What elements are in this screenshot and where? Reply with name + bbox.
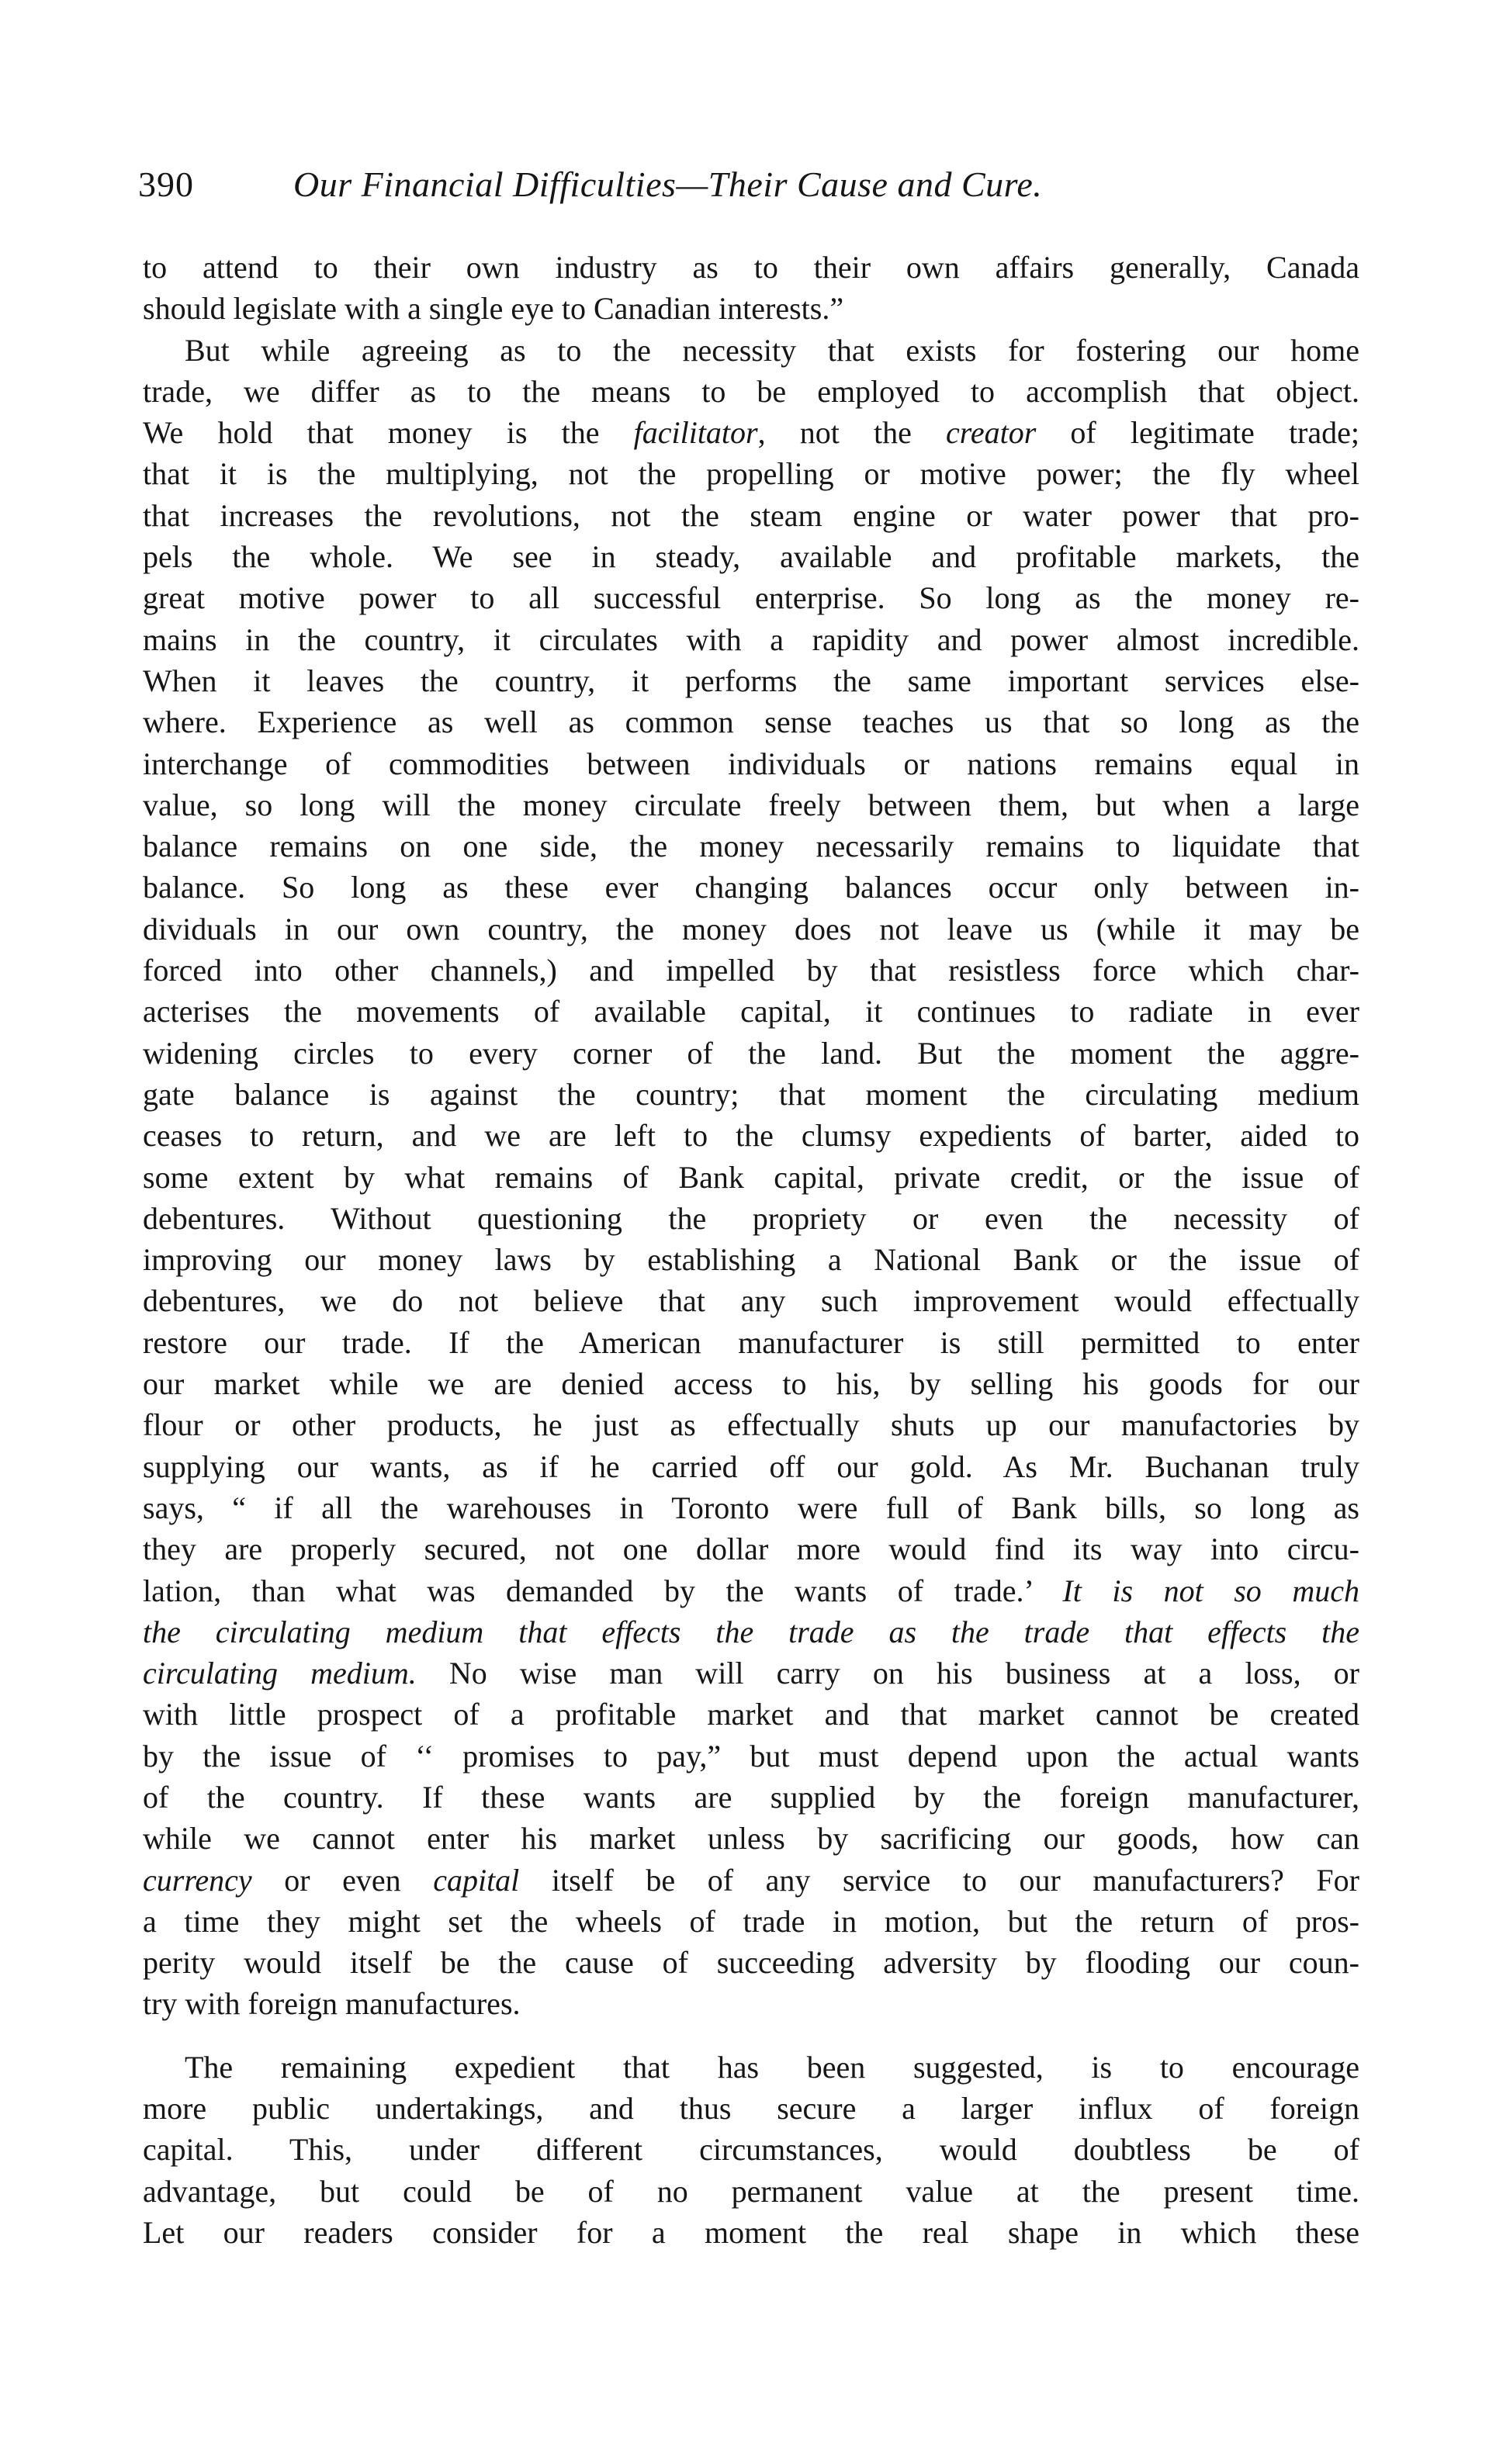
text-line: circulating medium. No wise man will carry on his business at a loss, or bbox=[143, 1656, 1359, 1691]
text-line: balance. So long as these ever changing balances occur only between in- bbox=[143, 870, 1359, 905]
text-line: gate balance is against the country; that moment the circulating medium bbox=[143, 1076, 1359, 1112]
text-line: pels the whole. We see in steady, available and profitable markets, the bbox=[143, 539, 1359, 575]
text-line: mains in the country, it circulates with a rapidity and power almost incredible. bbox=[143, 621, 1359, 657]
paragraph-gap bbox=[143, 2025, 1359, 2047]
text-line: dividuals in our own country, the money does not leave us (while it may be bbox=[143, 911, 1359, 946]
text-line: should legislate with a single eye to Canadian interests.” bbox=[143, 291, 844, 327]
text-line: But while agreeing as to the necessity that exists for fostering our home bbox=[185, 332, 1359, 368]
text-line: improving our money laws by establishing a National Bank or the issue of bbox=[143, 1242, 1359, 1278]
text-line: The remaining expedient that has been suggested, is to encourage bbox=[185, 2049, 1359, 2085]
text-line: great motive power to all successful enterprise. So long as the money re- bbox=[143, 580, 1359, 616]
text-line: currency or even capital itself be of any service to our manufacturers? For bbox=[143, 1862, 1359, 1898]
body-text bbox=[143, 247, 1359, 2253]
page-number: 390 bbox=[138, 164, 194, 204]
text-line: value, so long will the money circulate freely between them, but when a large bbox=[143, 787, 1359, 822]
text-line: restore our trade. If the American manufacturer is still permitted to enter bbox=[143, 1324, 1359, 1360]
text-line: acterises the movements of available capital, it continues to radiate in ever bbox=[143, 994, 1359, 1030]
text-line: that it is the multiplying, not the propelling or motive power; the fly wheel bbox=[143, 456, 1359, 492]
text-line: lation, than what was demanded by the wants of trade.’ It is not so much bbox=[143, 1573, 1359, 1608]
text-line: where. Experience as well as common sense teaches us that so long as the bbox=[143, 704, 1359, 740]
text-line: Let our readers consider for a moment the real shape in which these bbox=[143, 2214, 1359, 2250]
text-line: more public undertakings, and thus secure a larger influx of foreign bbox=[143, 2091, 1359, 2127]
text-line: to attend to their own industry as to their own affairs generally, Canada bbox=[143, 250, 1359, 285]
text-line: advantage, but could be of no permanent value at the present time. bbox=[143, 2173, 1359, 2209]
text-line: When it leaves the country, it performs the same important services else- bbox=[143, 663, 1359, 698]
text-line: that increases the revolutions, not the steam engine or water power that pro- bbox=[143, 497, 1359, 533]
text-line: balance remains on one side, the money necessarily remains to liquidate that bbox=[143, 829, 1359, 864]
text-line: with little prospect of a profitable market and that market cannot be created bbox=[143, 1697, 1359, 1732]
text-line: a time they might set the wheels of trade in motion, but the return of pros- bbox=[143, 1903, 1359, 1939]
text-line: try with foreign manufactures. bbox=[143, 1986, 521, 2022]
text-line: capital. This, under different circumstances, would doubtless be of bbox=[143, 2132, 1359, 2168]
text-line: perity would itself be the cause of succeeding adversity by flooding our coun- bbox=[143, 1945, 1359, 1981]
text-line: while we cannot enter his market unless by sacrificing our goods, how can bbox=[143, 1821, 1359, 1857]
text-line: We hold that money is the facilitator, not the creator of legitimate trade; bbox=[143, 415, 1359, 451]
text-line: forced into other channels,) and impelled by that resistless force which char- bbox=[143, 953, 1359, 988]
text-line: by the issue of ‘‘ promises to pay,” but must depend upon the actual wants bbox=[143, 1738, 1359, 1774]
text-line: says, “ if all the warehouses in Toronto were full of Bank bills, so long as bbox=[143, 1490, 1359, 1525]
text-line: of the country. If these wants are supplied by the foreign manufacturer, bbox=[143, 1779, 1359, 1815]
page-header bbox=[138, 161, 1364, 216]
text-line: flour or other products, he just as effectually shuts up our manufactories by bbox=[143, 1407, 1359, 1443]
text-line: trade, we differ as to the means to be employed to accomplish that object. bbox=[143, 373, 1359, 409]
text-line: debentures. Without questioning the propriety or even the necessity of bbox=[143, 1200, 1359, 1236]
running-title: Our Financial Difficulties—Their Cause and Cure. bbox=[293, 164, 1043, 204]
text-line: our market while we are denied access to his, by selling his goods for our bbox=[143, 1366, 1359, 1402]
text-line: the circulating medium that effects the trade as the trade that effects the bbox=[143, 1614, 1359, 1649]
text-line: they are properly secured, not one dollar more would find its way into circu- bbox=[143, 1531, 1359, 1567]
text-line: ceases to return, and we are left to the clumsy expedients of barter, aided to bbox=[143, 1118, 1359, 1154]
text-line: supplying our wants, as if he carried off our gold. As Mr. Buchanan truly bbox=[143, 1448, 1359, 1484]
text-line: some extent by what remains of Bank capital, private credit, or the issue of bbox=[143, 1159, 1359, 1195]
text-line: debentures, we do not believe that any such improvement would effectually bbox=[143, 1283, 1359, 1319]
text-line: widening circles to every corner of the land. But the moment the aggre- bbox=[143, 1035, 1359, 1071]
text-line: interchange of commodities between individuals or nations remains equal in bbox=[143, 746, 1359, 781]
